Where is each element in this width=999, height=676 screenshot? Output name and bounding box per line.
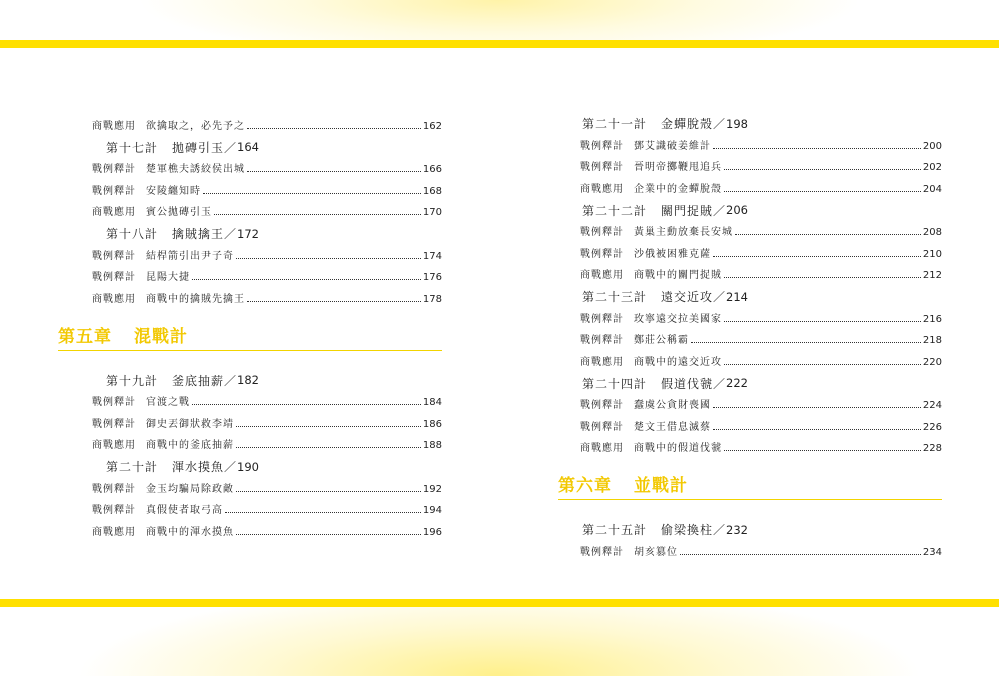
entry-title: 商戰中的遠交近攻 — [634, 356, 722, 368]
section-name: 遠交近攻／ — [661, 290, 727, 304]
section-page: 190 — [237, 459, 259, 474]
toc-entry — [580, 217, 942, 239]
page-number: 200 — [922, 140, 942, 152]
entry-category: 戰例釋計 — [92, 418, 136, 430]
dot-leader — [724, 364, 921, 365]
entry-category: 戰例釋計 — [580, 313, 624, 325]
entry-category: 戰例釋計 — [580, 546, 624, 558]
toc-entry — [92, 197, 442, 219]
dot-leader — [192, 279, 421, 280]
toc-entry — [580, 390, 942, 412]
dot-leader — [680, 554, 921, 555]
entry-category: 商戰應用 — [92, 207, 136, 218]
toc-section-heading — [92, 218, 442, 240]
entry-category: 戰例釋計 — [580, 227, 624, 238]
section-page: 198 — [726, 116, 748, 131]
section-label: 第二十二計 — [582, 203, 648, 218]
page-number: 208 — [922, 227, 942, 238]
entry-category: 商戰應用 — [580, 356, 624, 368]
entry-category: 商戰應用 — [92, 120, 136, 132]
page-number: 212 — [922, 270, 942, 281]
dot-leader — [203, 193, 421, 194]
page-number: 174 — [422, 250, 442, 262]
page-number: 216 — [922, 313, 942, 325]
section-page: 206 — [726, 203, 748, 217]
toc-entry — [92, 516, 442, 538]
bottom-yellow-band — [0, 599, 999, 607]
toc-entry — [92, 175, 442, 197]
page-number: 226 — [922, 421, 942, 433]
section-label: 第二十五計 — [582, 523, 648, 537]
dot-leader — [225, 512, 421, 513]
chapter-name: 並戰計 — [634, 476, 688, 496]
entry-title: 黃巢主動放棄長安城 — [634, 227, 733, 238]
entry-title: 楚軍樵夫誘絞侯出城 — [146, 164, 245, 175]
page-number: 202 — [922, 162, 942, 173]
entry-title: 蠢虞公貪財喪國 — [634, 400, 711, 411]
entry-category: 戰例釋計 — [92, 505, 136, 516]
toc-entry — [92, 473, 442, 495]
entry-category: 商戰應用 — [580, 443, 624, 454]
entry-title: 欲擒取之，必先予之 — [146, 120, 245, 132]
dot-leader — [713, 429, 921, 430]
entry-category: 戰例釋計 — [580, 140, 624, 152]
dot-leader — [236, 447, 421, 448]
dot-leader — [724, 191, 921, 192]
dot-leader — [713, 148, 921, 149]
section-name: 偷梁換柱／ — [661, 523, 727, 537]
section-label: 第二十一計 — [582, 117, 648, 131]
dot-leader — [236, 534, 421, 535]
toc-entry — [580, 411, 942, 433]
dot-leader — [713, 407, 921, 408]
page-number: 196 — [422, 526, 442, 538]
chapter-heading — [58, 319, 442, 351]
toc-section-heading — [580, 195, 942, 217]
dot-leader — [236, 491, 421, 492]
entry-category: 戰例釋計 — [92, 185, 136, 197]
toc-entry — [580, 152, 942, 174]
entry-title: 昆陽大捷 — [146, 272, 190, 283]
page-number: 194 — [422, 505, 442, 516]
section-label: 第二十四計 — [582, 376, 648, 391]
entry-category: 戰例釋計 — [92, 250, 136, 262]
top-yellow-band — [0, 40, 999, 48]
entry-title: 商戰中的關門捉賊 — [634, 270, 722, 281]
entry-title: 商戰中的假道伐虢 — [634, 443, 722, 454]
toc-entry — [580, 346, 942, 368]
entry-title: 鄧艾識破姜維計 — [634, 140, 711, 152]
entry-title: 商戰中的擒賊先擒王 — [146, 293, 245, 305]
page-number: 162 — [422, 120, 442, 132]
dot-leader — [691, 342, 921, 343]
dot-leader — [247, 301, 421, 302]
entry-title: 胡亥篡位 — [634, 546, 678, 558]
entry-title: 商戰中的釜底抽薪 — [146, 440, 234, 451]
entry-category: 商戰應用 — [92, 526, 136, 538]
entry-title: 企業中的金蟬脫殼 — [634, 183, 722, 195]
dot-leader — [735, 234, 921, 235]
toc-entry — [580, 238, 942, 260]
dot-leader — [247, 128, 421, 129]
page-number: 234 — [922, 546, 942, 558]
entry-category: 戰例釋計 — [92, 483, 136, 495]
toc-entry — [92, 495, 442, 517]
toc-entry — [580, 536, 942, 558]
toc-entry — [580, 173, 942, 195]
page-number: 218 — [922, 335, 942, 346]
section-page: 214 — [726, 289, 748, 304]
page-number: 168 — [422, 185, 442, 197]
toc-section-heading — [92, 451, 442, 473]
entry-title: 官渡之戰 — [146, 397, 190, 408]
toc-section-heading — [580, 514, 942, 536]
dot-leader — [192, 404, 421, 405]
page-number: 188 — [422, 440, 442, 451]
entry-category: 商戰應用 — [580, 270, 624, 281]
page-number: 228 — [922, 443, 942, 454]
entry-category: 戰例釋計 — [92, 164, 136, 175]
page-number: 204 — [922, 183, 942, 195]
dot-leader — [724, 277, 921, 278]
section-label: 第十七計 — [106, 140, 159, 155]
entry-category: 戰例釋計 — [92, 272, 136, 283]
entry-category: 戰例釋計 — [580, 335, 624, 346]
entry-category: 戰例釋計 — [580, 248, 624, 260]
entry-title: 玫寧遠交拉美國家 — [634, 313, 722, 325]
page-number: 186 — [422, 418, 442, 430]
entry-title: 商戰中的渾水摸魚 — [146, 526, 234, 538]
section-name: 拋磚引玉／ — [172, 140, 238, 155]
section-name: 渾水摸魚／ — [172, 460, 238, 474]
section-page: 182 — [237, 373, 259, 387]
toc-entry — [92, 387, 442, 409]
dot-leader — [724, 450, 921, 451]
entry-category: 戰例釋計 — [580, 400, 624, 411]
toc-entry — [580, 325, 942, 347]
toc-section-heading — [92, 365, 442, 387]
section-name: 釜底抽薪／ — [172, 373, 238, 388]
entry-title: 賓公拋磚引玉 — [146, 207, 212, 218]
entry-title: 金玉均騙局除政敵 — [146, 483, 234, 495]
entry-category: 商戰應用 — [92, 293, 136, 305]
section-name: 金蟬脫殼／ — [661, 117, 727, 131]
entry-category: 商戰應用 — [92, 440, 136, 451]
page-number: 170 — [422, 207, 442, 218]
section-page: 164 — [237, 140, 259, 154]
entry-category: 戰例釋計 — [580, 162, 624, 173]
entry-title: 楚文王借息滅蔡 — [634, 421, 711, 433]
page-number: 184 — [422, 397, 442, 408]
section-label: 第十九計 — [106, 373, 159, 388]
toc-entry — [92, 262, 442, 284]
dot-leader — [247, 171, 421, 172]
chapter-label: 第六章 — [558, 476, 612, 496]
entry-title: 御史丟御狀救李靖 — [146, 418, 234, 430]
toc-entry — [92, 430, 442, 452]
toc-entry — [580, 433, 942, 455]
section-name: 擒賊擒王／ — [172, 227, 238, 241]
toc-entry — [92, 408, 442, 430]
section-page: 232 — [726, 522, 748, 537]
dot-leader — [724, 169, 921, 170]
entry-title: 晉明帝擲鞭甩追兵 — [634, 162, 722, 173]
page-number: 224 — [922, 400, 942, 411]
bottom-glow-decoration — [0, 607, 999, 676]
entry-title: 安陵纏知時 — [146, 185, 201, 197]
toc-section-heading — [580, 368, 942, 390]
section-name: 假道伐虢／ — [661, 376, 727, 391]
chapter-label: 第五章 — [58, 326, 112, 347]
toc-entry — [92, 154, 442, 176]
section-label: 第二十三計 — [582, 290, 648, 304]
page-number: 220 — [922, 356, 942, 368]
section-name: 關門捉賊／ — [661, 203, 727, 218]
page-number: 210 — [922, 248, 942, 260]
toc-section-heading — [580, 108, 942, 130]
section-label: 第二十計 — [106, 460, 159, 474]
toc-entry — [92, 240, 442, 262]
toc-entry — [580, 303, 942, 325]
toc-right-page — [558, 108, 942, 558]
toc-section-heading — [580, 281, 942, 303]
entry-title: 沙俄被困雅克薩 — [634, 248, 711, 260]
toc-entry — [580, 130, 942, 152]
entry-title: 結桿箭引出尹子奇 — [146, 250, 234, 262]
toc-section-heading — [92, 132, 442, 154]
toc-entry — [92, 283, 442, 305]
entry-title: 真假使者取弓高 — [146, 505, 223, 516]
dot-leader — [236, 258, 421, 259]
toc-left-page — [58, 110, 442, 538]
chapter-name: 混戰計 — [134, 326, 188, 347]
page-number: 176 — [422, 272, 442, 283]
section-page: 172 — [237, 226, 259, 241]
dot-leader — [236, 426, 421, 427]
entry-category: 商戰應用 — [580, 183, 624, 195]
dot-leader — [214, 214, 421, 215]
chapter-heading — [558, 468, 942, 500]
entry-category: 戰例釋計 — [580, 421, 624, 433]
entry-category: 戰例釋計 — [92, 397, 136, 408]
page-number: 178 — [422, 293, 442, 305]
page-number: 166 — [422, 164, 442, 175]
page-number: 192 — [422, 483, 442, 495]
toc-entry — [92, 110, 442, 132]
dot-leader — [724, 321, 921, 322]
section-page: 222 — [726, 376, 748, 390]
top-glow-decoration — [0, 0, 999, 40]
entry-title: 鄭莊公稱霸 — [634, 335, 689, 346]
section-label: 第十八計 — [106, 227, 159, 241]
toc-entry — [580, 260, 942, 282]
dot-leader — [713, 256, 921, 257]
